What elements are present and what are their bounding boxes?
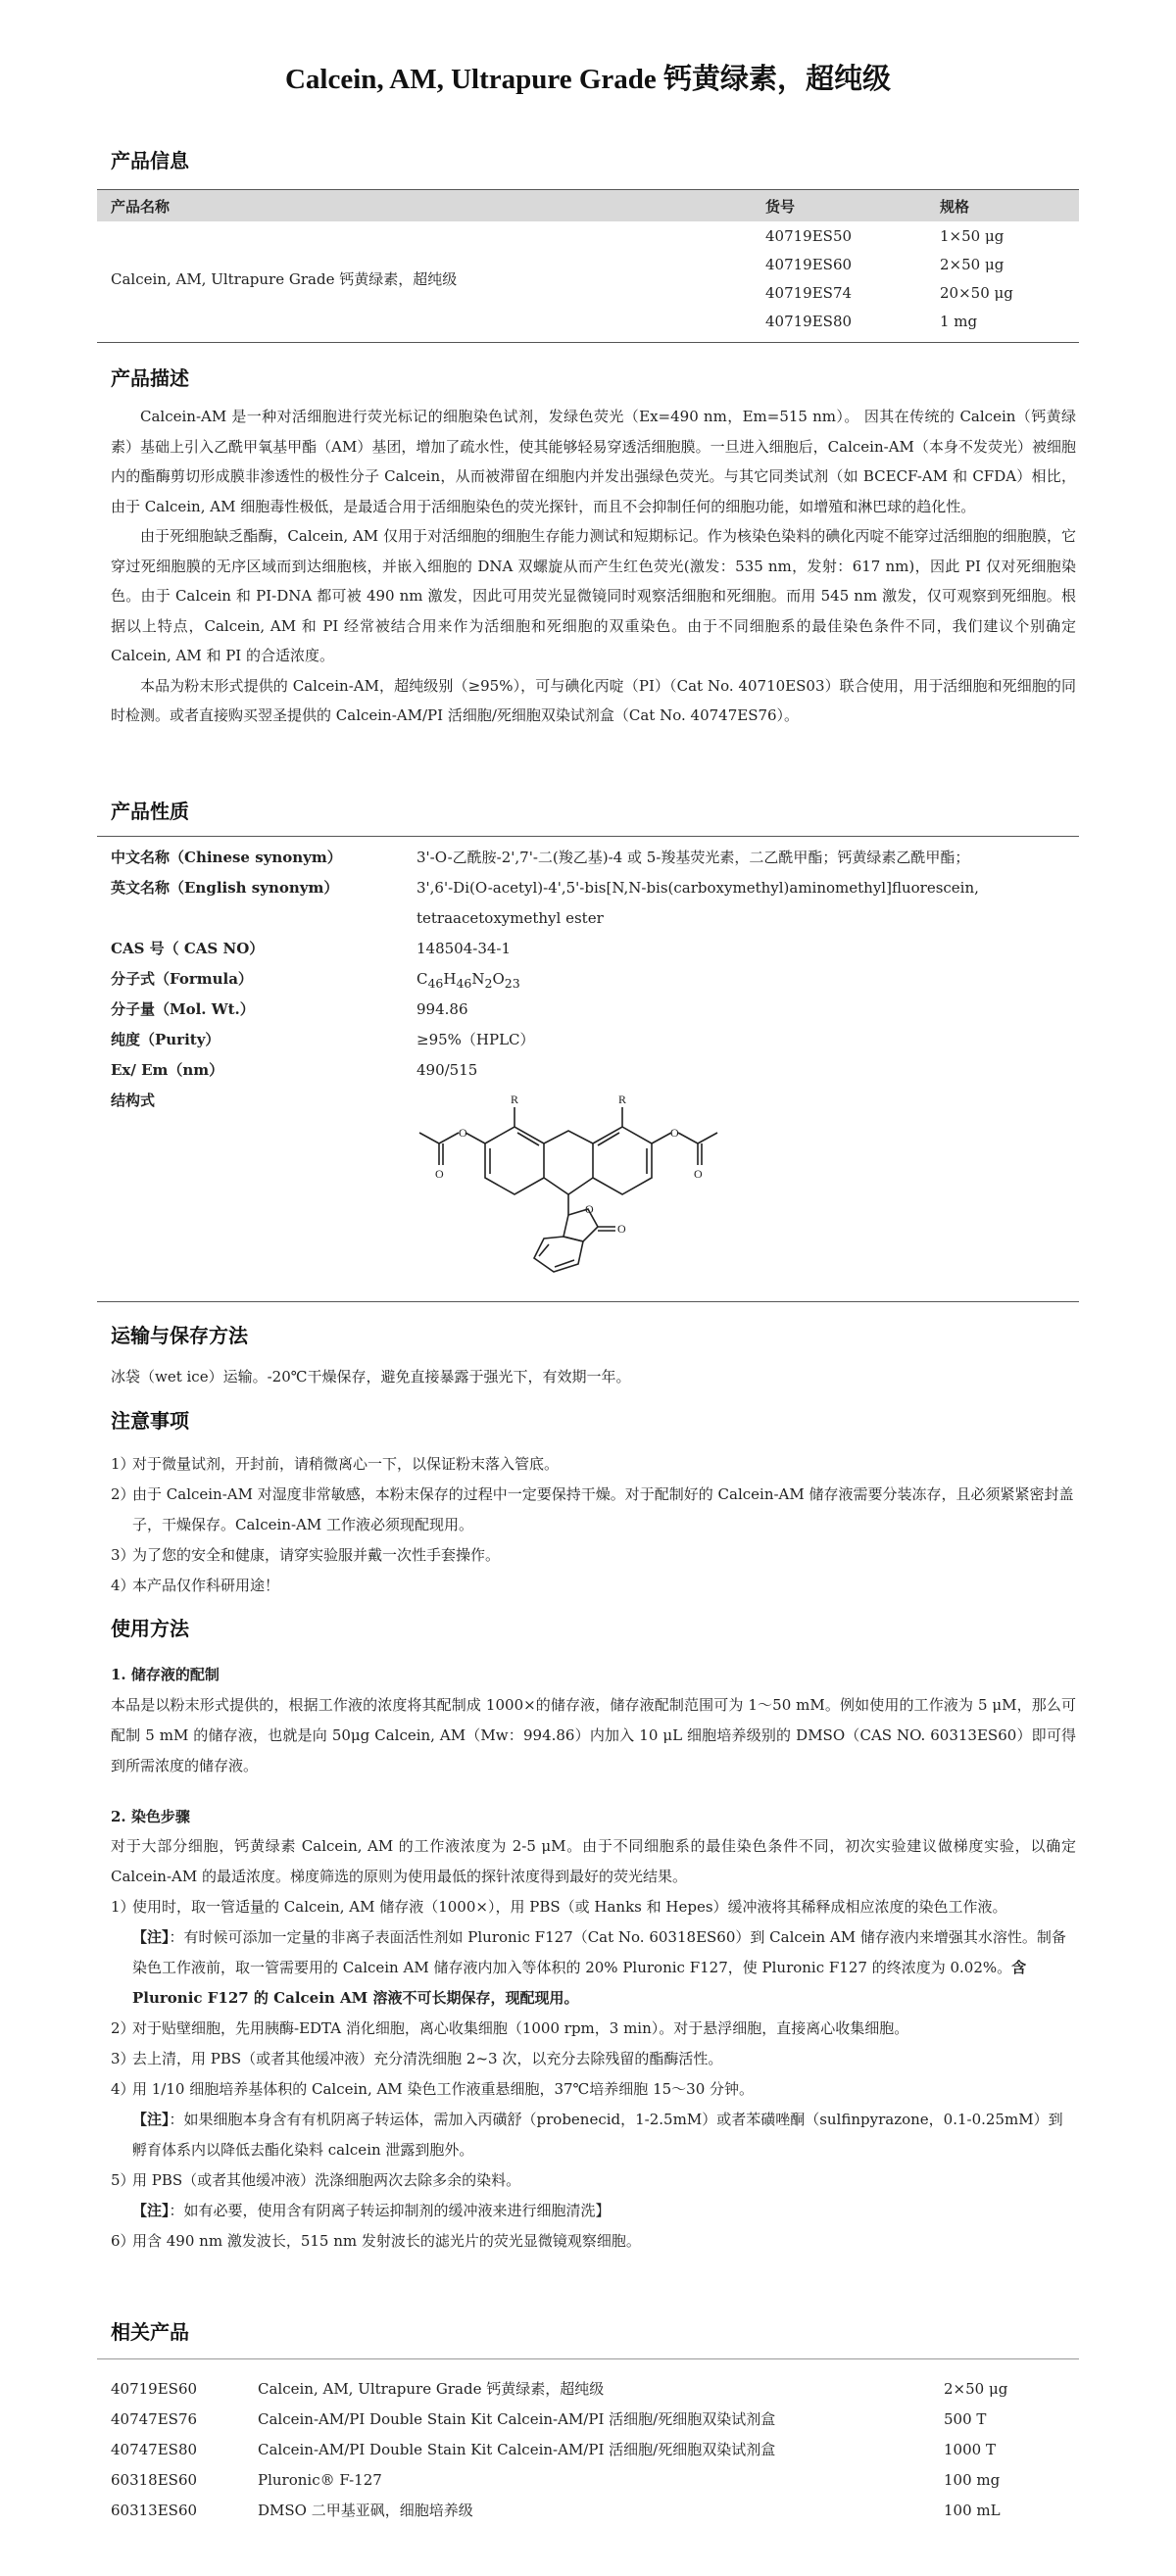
table-row (97, 221, 1079, 250)
note-label: 【注】 (132, 2111, 170, 2128)
table-row (111, 2434, 1076, 2464)
list-text: 为了您的安全和健康，请穿实验服并戴一次性手套操作。 (132, 1546, 501, 1564)
list-number: 3） (111, 1546, 135, 1564)
note-label: 【注】 (132, 2202, 170, 2219)
formula-subscript: 46 (456, 976, 472, 991)
name-cell: Calcein, AM, Ultrapure Grade 钙黄绿素，超纯级 (258, 2380, 605, 2398)
property-key: CAS 号（ CAS NO） (111, 940, 265, 957)
name-cell: Pluronic® F-127 (258, 2470, 382, 2489)
table-row (111, 2404, 1076, 2434)
list-text: 由于 Calcein-AM 对湿度非常敏感，本粉末保存的过程中一定要保持干燥。对于配制好的 Calcein-AM 储存液需要分装冻存，且必须紧紧密封盖子，干燥保存。Calcein-AM 工作液必须现配现用。 (132, 1485, 1074, 1533)
description-heading: 产品描述 (111, 366, 189, 390)
cat-cell: 40747ES76 (111, 2409, 198, 2428)
size-cell: 100 mg (944, 2470, 1001, 2489)
product-name-cell: Calcein, AM, Ultrapure Grade 钙黄绿素，超纯级 (111, 269, 458, 288)
step-item (111, 2014, 1076, 2044)
property-value: 3'-O-乙酰胺-2',7'-二(羧乙基)-4 或 5-羧基荧光素，二乙酰甲酯；钙黄绿素乙酰甲酯； (416, 849, 970, 866)
list-item (111, 1480, 1076, 1540)
cat-cell: 40719ES50 (765, 226, 853, 245)
step-item (111, 2165, 1076, 2196)
formula-value (416, 964, 520, 998)
document-title: Calcein, AM, Ultrapure Grade 钙黄绿素，超纯级 (284, 64, 892, 95)
cat-cell: 40719ES74 (765, 283, 853, 302)
list-text: 对于微量试剂，开封前，请稍微离心一下，以保证粉末落入管底。 (132, 1455, 560, 1473)
list-item (111, 1449, 1076, 1480)
divider (97, 836, 1079, 837)
property-value: 3',6'-Di(O-acetyl)-4',5'-bis[N,N-bis(carboxymethyl)aminomethyl]fluorescein, (416, 879, 979, 897)
column-header-cat: 货号 (765, 197, 796, 216)
related-products-table (111, 2373, 1076, 2525)
spec-cell: 20×50 μg (940, 283, 1013, 302)
steps-list (111, 1892, 1076, 2257)
formula-part: H (443, 970, 457, 988)
size-cell: 100 mL (944, 2501, 1001, 2519)
property-value: ≥95%（HPLC） (416, 1031, 535, 1048)
notes-list (111, 1449, 1076, 1601)
step-text: 去上清，用 PBS（或者其他缓冲液）充分清洗细胞 2~3 次，以充分去除残留的酯酶活性。 (132, 2050, 723, 2067)
svg-text:O: O (617, 1222, 626, 1236)
table-header-row (97, 190, 1079, 221)
list-number: 4） (111, 1577, 135, 1594)
list-item (111, 1540, 1076, 1571)
size-cell: 1000 T (944, 2440, 996, 2458)
column-header-spec: 规格 (940, 197, 970, 216)
svg-text:O: O (585, 1202, 594, 1216)
storage-text: 冰袋（wet ice）运输。-20℃干燥保存，避免直接暴露于强光下，有效期一年。 (111, 1368, 631, 1385)
table-row (111, 2464, 1076, 2495)
note-text: ：有时候可添加一定量的非离子表面活性剂如 Pluronic F127（Cat No. 60318ES60）到 Calcein AM 储存液内来增强其水溶性。制备染色工作液前，取一管需要用的 Calcein AM 储存液内加入等体积的 20% Pluronic F127，使 Pluronic F127 的终浓度为 0.02%。 (132, 1928, 1066, 1976)
note-text: ：如果细胞本身含有有机阴离子转运体，需加入丙磺舒（probenecid，1-2.5mM）或者苯磺唑酮（sulfinpyrazone，0.1-0.25mM）到孵育体系内以降低去酯化染料 calcein 泄露到胞外。 (132, 2111, 1063, 2159)
step-number: 5） (111, 2171, 135, 2189)
note-item (111, 2105, 1076, 2165)
notes-heading: 注意事项 (111, 1409, 189, 1433)
step-number: 1） (111, 1898, 135, 1916)
formula-subscript: 23 (504, 976, 520, 991)
divider (97, 1301, 1079, 1302)
cat-cell: 60313ES60 (111, 2501, 198, 2519)
svg-text:O: O (694, 1167, 703, 1181)
step-item (111, 2226, 1076, 2257)
step-text: 用 1/10 细胞培养基体积的 Calcein, AM 染色工作液重悬细胞，37℃培养细胞 15～30 分钟。 (132, 2080, 755, 2098)
formula-subscript: 46 (427, 976, 444, 991)
list-text: 本产品仅作科研用途！ (132, 1577, 280, 1594)
note-label: 【注】 (132, 1928, 170, 1946)
step-item (111, 1892, 1076, 1922)
chemical-structure-image (392, 1090, 745, 1286)
divider (97, 2358, 1079, 2359)
step-number: 3） (111, 2050, 135, 2067)
step-number: 4） (111, 2080, 135, 2098)
description-paragraph: 由于死细胞缺乏酯酶，Calcein, AM 仅用于对活细胞的细胞生存能力测试和短期标记。作为核染色染料的碘化丙啶不能穿过活细胞的细胞膜，它穿过死细胞膜的无序区域而到达细胞核，并嵌入细胞的 DNA 双螺旋从而产生红色荧光(激发：535 nm，发射：617 nm)，因此 PI 仅对死细胞染色。由于 Calcein 和 PI-DNA 都可被 490 nm 激发，因此可用荧光显微镜同时观察活细胞和死细胞。而用 545 nm 激发，仅可观察到死细胞。根据以上特点，Calcein, AM 和 PI 经常被结合用来作为活细胞和死细胞的双重染色。由于不同细胞系的最佳染色条件不同，我们建议个别确定 Calcein, AM 和 PI 的合适浓度。 (111, 527, 1076, 664)
table-row (111, 2495, 1076, 2525)
name-cell: Calcein-AM/PI Double Stain Kit Calcein-AM/PI 活细胞/死细胞双染试剂盒 (258, 2410, 776, 2428)
property-value: 994.86 (416, 1000, 468, 1018)
r-group-label: R (511, 1093, 519, 1106)
note-emphasis: 含 Pluronic F127 的 Calcein AM 溶液不可长期保存，现配现用。 (132, 1959, 1027, 2007)
list-number: 2） (111, 1485, 135, 1503)
divider (97, 342, 1079, 343)
property-value: 490/515 (416, 1061, 478, 1079)
related-heading: 相关产品 (111, 2320, 189, 2344)
name-cell: DMSO 二甲基亚砜，细胞培养级 (258, 2502, 473, 2519)
cat-cell: 40719ES80 (765, 312, 853, 330)
properties-heading: 产品性质 (111, 800, 189, 823)
cat-cell: 40747ES80 (111, 2440, 198, 2458)
step-item (111, 2074, 1076, 2105)
list-item (111, 1571, 1076, 1601)
step-number: 6） (111, 2232, 135, 2250)
property-key: 分子量（Mol. Wt.） (111, 1000, 255, 1018)
step-text: 对于贴壁细胞，先用胰酶-EDTA 消化细胞，离心收集细胞（1000 rpm，3 min）。对于悬浮细胞，直接离心收集细胞。 (132, 2019, 909, 2037)
spec-cell: 2×50 μg (940, 255, 1004, 273)
section-title-stock: 1. 储存液的配制 (111, 1666, 220, 1683)
cat-cell: 40719ES60 (765, 255, 853, 273)
svg-text:O: O (459, 1126, 467, 1140)
property-key: 结构式 (111, 1092, 156, 1109)
note-item (111, 1922, 1076, 2014)
formula-part: O (492, 970, 505, 988)
list-number: 1） (111, 1455, 135, 1473)
step-number: 2） (111, 2019, 135, 2037)
spec-cell: 1×50 μg (940, 226, 1004, 245)
column-header-name: 产品名称 (111, 197, 171, 216)
spec-cell: 1 mg (940, 312, 978, 330)
storage-heading: 运输与保存方法 (111, 1324, 248, 1347)
staining-intro: 对于大部分细胞，钙黄绿素 Calcein, AM 的工作液浓度为 2-5 μM。由于不同细胞系的最佳染色条件不同，初次实验建议做梯度实验，以确定 Calcein-AM 的最适浓度。梯度筛选的原则为使用最低的探针浓度得到最好的荧光结果。 (111, 1837, 1076, 1885)
description-paragraph: 本品为粉末形式提供的 Calcein-AM，超纯级别（≥95%），可与碘化丙啶（PI）（Cat No. 40710ES03）联合使用，用于活细胞和死细胞的同时检测。或者直接购买翌圣提供的 Calcein-AM/PI 活细胞/死细胞双染试剂盒（Cat No. 40747ES76）。 (111, 676, 1076, 724)
formula-part: C (416, 970, 428, 988)
usage-heading: 使用方法 (111, 1617, 189, 1640)
step-text: 使用时，取一管适量的 Calcein, AM 储存液（1000×），用 PBS（或 Hanks 和 Hepes）缓冲液将其稀释成相应浓度的染色工作液。 (132, 1898, 1007, 1916)
note-text: ：如有必要，使用含有阴离子转运抑制剂的缓冲液来进行细胞清洗】 (169, 2202, 611, 2219)
property-key: Ex/ Em（nm） (111, 1061, 224, 1079)
cat-cell: 40719ES60 (111, 2379, 198, 2398)
step-text: 用 PBS（或者其他缓冲液）洗涤细胞两次去除多余的染料。 (132, 2171, 521, 2189)
name-cell: Calcein-AM/PI Double Stain Kit Calcein-AM/PI 活细胞/死细胞双染试剂盒 (258, 2441, 776, 2458)
step-item (111, 2044, 1076, 2074)
r-group-label: R (618, 1093, 627, 1106)
property-key: 英文名称（English synonym） (111, 879, 339, 897)
svg-text:O: O (670, 1126, 679, 1140)
table-row (111, 2373, 1076, 2404)
section-title-staining: 2. 染色步骤 (111, 1808, 190, 1825)
svg-text:O: O (435, 1167, 444, 1181)
description-text (111, 402, 1076, 731)
size-cell: 2×50 μg (944, 2379, 1008, 2398)
property-value: 148504-34-1 (416, 940, 512, 957)
step-text: 用含 490 nm 激发波长，515 nm 发射波长的滤光片的荧光显微镜观察细胞。 (132, 2232, 641, 2250)
formula-part: N (471, 970, 485, 988)
property-key: 纯度（Purity） (111, 1031, 220, 1048)
note-item (111, 2196, 1076, 2226)
cat-cell: 60318ES60 (111, 2470, 198, 2489)
description-paragraph: Calcein-AM 是一种对活细胞进行荧光标记的细胞染色试剂，发绿色荧光（Ex=490 nm，Em=515 nm）。 因其在传统的 Calcein（钙黄绿素）基础上引入乙酰甲氧基甲酯（AM）基团，增加了疏水性，使其能够轻易穿透活细胞膜。一旦进入细胞后，Calcein-AM（本身不发荧光）被细胞内的酯酶剪切形成膜非渗透性的极性分子 Calcein，从而被滞留在细胞内并发出强绿色荧光。与其它同类试剂（如 BCECF-AM 和 CFDA）相比，由于 Calcein, AM 细胞毒性极低，是最适合用于活细胞染色的荧光探针，而且不会抑制任何的细胞功能，如增殖和淋巴球的趋化性。 (111, 408, 1076, 515)
property-value: tetraacetoxymethyl ester (416, 909, 604, 927)
property-key: 分子式（Formula） (111, 970, 253, 988)
formula-subscript: 2 (484, 976, 493, 991)
property-key: 中文名称（Chinese synonym） (111, 849, 342, 866)
product-info-table (97, 190, 1079, 335)
size-cell: 500 T (944, 2409, 987, 2428)
stock-solution-text: 本品是以粉末形式提供的，根据工作液的浓度将其配制成 1000×的储存液，储存液配制范围可为 1～50 mM。例如使用的工作液为 5 μM，那么可配制 5 mM 的储存液，也就是向 50μg Calcein, AM（Mw：994.86）内加入 10 μL 细胞培养级别的 DMSO（CAS NO. 60313ES60）即可得到所需浓度的储存液。 (111, 1696, 1076, 1774)
product-info-heading: 产品信息 (111, 149, 189, 172)
